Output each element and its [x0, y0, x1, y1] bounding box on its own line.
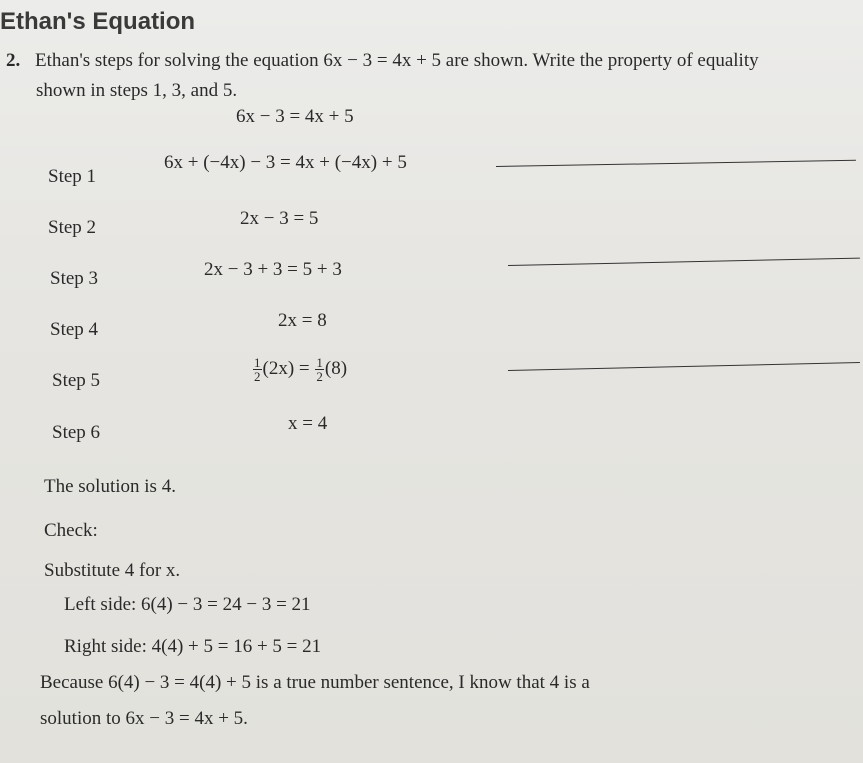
step-5-answer-line[interactable]	[508, 362, 860, 371]
step-5-fraction-right: $\frac{1}{2}$	[316, 355, 323, 384]
question-line-1	[6, 46, 759, 76]
step-5-label: Step 5	[52, 370, 101, 391]
step-3-answer-line[interactable]	[508, 258, 860, 266]
left-side: Left side: 6(4) − 3 = 24 − 3 = 21	[64, 594, 311, 615]
check-label: Check:	[44, 520, 98, 541]
step-1-answer-line[interactable]	[496, 160, 856, 167]
because-line-1: Because 6(4) − 3 = 4(4) + 5 is a true number sentence, I know that 4 is a	[40, 672, 590, 693]
question-text-post: are shown. Write the property of equality	[441, 50, 759, 71]
question-line-2: shown in steps 1, 3, and 5.	[36, 80, 238, 101]
original-equation: 6x − 3 = 4x + 5	[236, 106, 354, 127]
step-5-fraction-left: $\frac{1}{2}$	[254, 355, 261, 384]
question-equation: 6x − 3 = 4x + 5	[323, 50, 442, 71]
step-1-label: Step 1	[48, 166, 97, 187]
step-6-equation: x = 4	[288, 413, 328, 434]
step-2-label: Step 2	[48, 217, 97, 238]
step-5-equation: $\frac{1}{2}$ (2x) = $\frac{1}{2}$ (8)	[254, 355, 348, 384]
step-3-label: Step 3	[50, 268, 99, 289]
question-text-pre: Ethan's steps for solving the equation	[35, 50, 324, 71]
because-line-2: solution to 6x − 3 = 4x + 5.	[40, 708, 248, 729]
right-side: Right side: 4(4) + 5 = 16 + 5 = 21	[64, 636, 322, 657]
page-title: Ethan's Equation	[0, 8, 196, 35]
solution-text: The solution is 4.	[44, 476, 176, 497]
step-4-equation: 2x = 8	[278, 310, 327, 331]
step-4-label: Step 4	[50, 319, 99, 340]
step-3-equation: 2x − 3 + 3 = 5 + 3	[204, 259, 342, 280]
question-number: 2.	[6, 50, 21, 71]
step-1-equation: 6x + (−4x) − 3 = 4x + (−4x) + 5	[164, 152, 407, 173]
substitute-text: Substitute 4 for x.	[44, 560, 181, 581]
step-6-label: Step 6	[52, 422, 101, 443]
step-2-equation: 2x − 3 = 5	[240, 208, 319, 229]
